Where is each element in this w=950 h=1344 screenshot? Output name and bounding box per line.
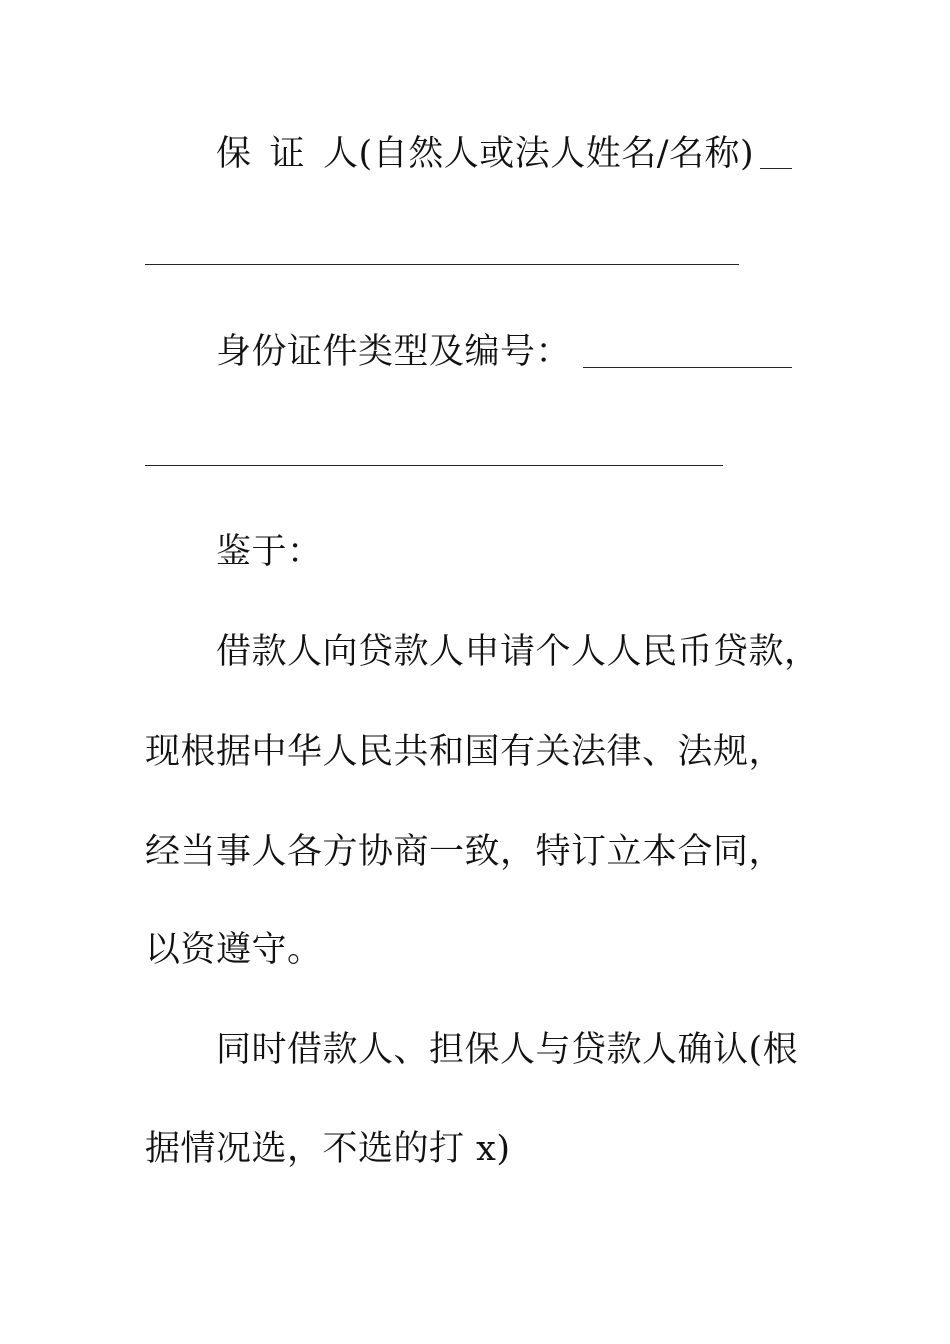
paragraph-2-line-1: 同时借款人、担保人与贷款人确认(根 [216, 1030, 799, 1070]
guarantor-hint: (自然人或法人姓名/名称) [358, 134, 755, 174]
id-type-label: 身份证件类型及编号： [216, 332, 572, 372]
paragraph-1-line-1: 借款人向贷款人申请个人人民币贷款， [216, 632, 820, 672]
guarantor-name-blank-start[interactable] [760, 168, 792, 169]
guarantor-name-blank[interactable] [145, 264, 739, 265]
paragraph-1-line-2: 现根据中华人民共和国有关法律、法规， [145, 732, 785, 772]
id-number-blank[interactable] [145, 465, 723, 466]
paragraph-2-line-2: 据情况选，不选的打 x) [145, 1129, 511, 1169]
id-number-blank-start[interactable] [583, 367, 792, 368]
guarantor-label-char-3: 人 [323, 134, 359, 174]
paragraph-1-line-3: 经当事人各方协商一致，特订立本合同， [145, 832, 785, 872]
guarantor-line [216, 132, 754, 176]
guarantor-label-char-2: 证 [269, 134, 306, 174]
paragraph-1-line-4: 以资遵守。 [145, 930, 323, 970]
guarantor-label-char-1: 保 [216, 134, 252, 174]
whereas-heading: 鉴于： [216, 532, 323, 572]
